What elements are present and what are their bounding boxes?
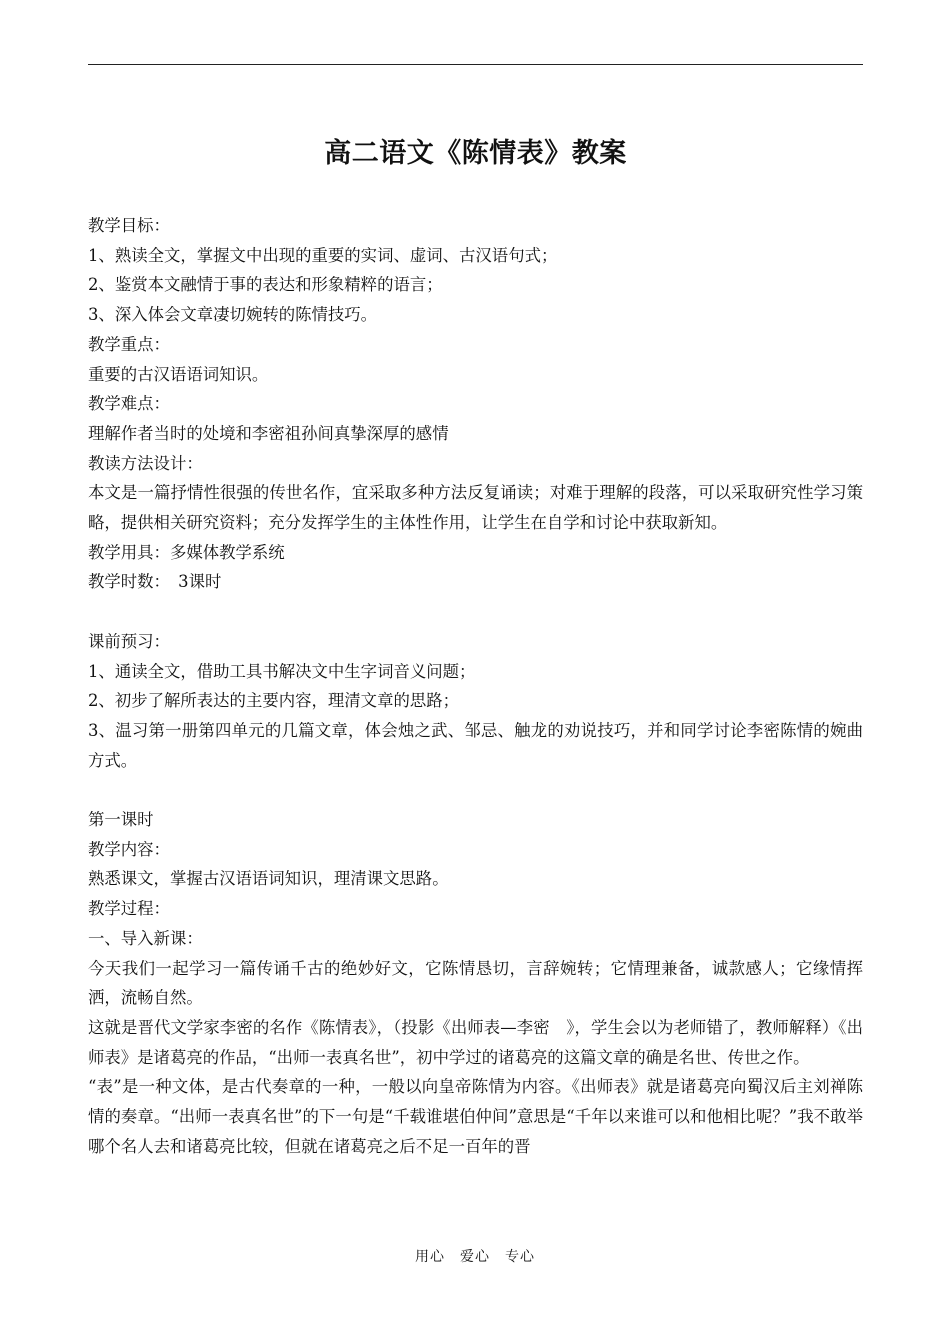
paragraph: 课前预习： <box>88 631 170 651</box>
paragraph: 理解作者当时的处境和李密祖孙间真挚深厚的感情 <box>88 423 449 443</box>
paragraph: “表”是一种文体，是古代奏章的一种，一般以向皇帝陈情为内容。《出师表》就是诸葛亮向蜀汉后主刘禅陈情的奏章。“出师一表真名世”的下一句是“千载谁堪伯仲间”意思是“千年以来谁可以和他相比呢？”我不敢举哪个名人去和诸葛亮比较，但就在诸葛亮之后不足一百年的晋 <box>88 1077 863 1156</box>
paragraph: 教学过程： <box>88 899 170 919</box>
header-rule <box>88 64 863 65</box>
paragraph: 熟悉课文，掌握古汉语语词知识，理清课文思路。 <box>88 869 449 889</box>
paragraph: 这就是晋代文学家李密的名作《陈情表》，（投影《出师表—李密 》，学生会以为老师错了，教师解释）《出师表》是诸葛亮的作品，“出师一表真名世”，初中学过的诸葛亮的这篇文章的确是名世、传世之作。 <box>88 1017 863 1067</box>
document-body <box>88 211 863 1161</box>
page-footer: 用心 爱心 专心 <box>415 1249 535 1265</box>
paragraph: 重要的古汉语语词知识。 <box>88 364 269 384</box>
paragraph: 教学内容： <box>88 839 170 859</box>
paragraph: 2、鉴赏本文融情于事的表达和形象精粹的语言； <box>88 275 443 295</box>
paragraph: 第一课时 <box>88 810 154 830</box>
paragraph: 2、初步了解所表达的主要内容，理清文章的思路； <box>88 691 460 711</box>
paragraph: 一、导入新课： <box>88 928 203 948</box>
paragraph: 今天我们一起学习一篇传诵千古的绝妙好文，它陈情恳切，言辞婉转；它情理兼备，诚款感人；它缘情挥洒，流畅自然。 <box>88 958 863 1008</box>
paragraph: 教学时数： 3课时 <box>88 572 222 592</box>
paragraph: 3、深入体会文章凄切婉转的陈情技巧。 <box>88 305 378 325</box>
paragraph: 本文是一篇抒情性很强的传世名作，宜采取多种方法反复诵读；对难于理解的段落，可以采取研究性学习策略，提供相关研究资料；充分发挥学生的主体性作用，让学生在自学和讨论中获取新知。 <box>88 483 863 533</box>
paragraph: 教学重点： <box>88 334 170 354</box>
paragraph: 教学难点： <box>88 394 170 414</box>
paragraph: 教读方法设计： <box>88 453 203 473</box>
paragraph: 3、温习第一册第四单元的几篇文章，体会烛之武、邹忌、触龙的劝说技巧，并和同学讨论李密陈情的婉曲方式。 <box>88 720 863 770</box>
paragraph: 教学目标： <box>88 216 170 235</box>
blank-line <box>88 597 863 627</box>
blank-line <box>88 775 863 805</box>
paragraph: 1、熟读全文，掌握文中出现的重要的实词、虚词、古汉语句式； <box>88 245 558 265</box>
paragraph: 教学用具：多媒体教学系统 <box>88 542 285 562</box>
paragraph: 1、通读全文，借助工具书解决文中生字词音义问题； <box>88 661 476 681</box>
document-title: 高二语文《陈情表》教案 <box>324 138 627 170</box>
